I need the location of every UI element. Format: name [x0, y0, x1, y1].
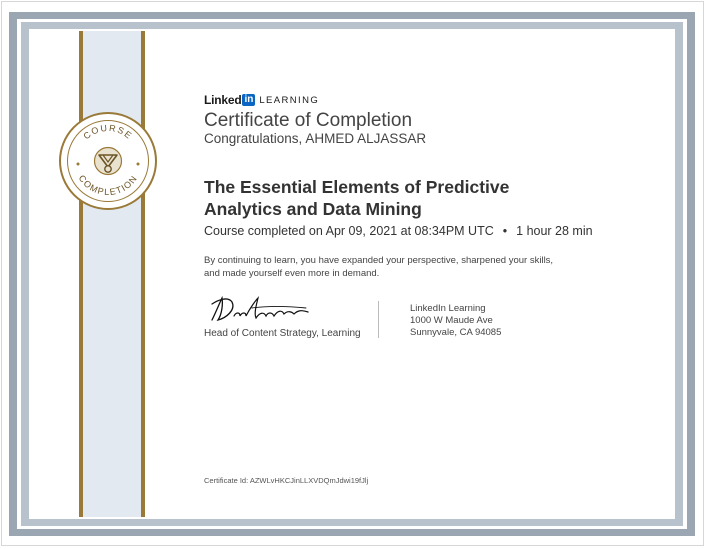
svg-text:COMPLETION: [77, 173, 140, 197]
logo-in-box: in: [244, 94, 254, 105]
issuer-address: [410, 303, 501, 339]
signature-divider: [378, 301, 379, 338]
address-line-2: 1000 W Maude Ave: [410, 315, 493, 326]
badge-dot-right: [137, 163, 140, 166]
medal-icon: [95, 148, 122, 175]
badge-dot-left: [77, 163, 80, 166]
address-line-3: Sunnyvale, CA 94085: [410, 327, 502, 338]
address-line-1: LinkedIn Learning: [410, 303, 486, 314]
course-completion-badge: [59, 112, 157, 210]
congratulations-text: Congratulations, AHMED ALJASSAR: [204, 131, 427, 146]
badge-svg: [61, 114, 155, 208]
logo-linked: Linked: [204, 93, 242, 107]
certificate-id: Certificate Id: AZWLvHKCJinLLXVDQmJdwi19fJlj: [204, 476, 369, 485]
ribbon-right-stripe: [141, 31, 145, 517]
completion-line: [204, 224, 593, 238]
completion-date: Course completed on Apr 09, 2021 at 08:34PM UTC: [204, 224, 494, 238]
separator-dot: •: [502, 224, 508, 238]
badge-bottom-text: COMPLETION: [76, 173, 140, 198]
signature-image: [206, 294, 316, 326]
svg-text:COURSE: [82, 123, 135, 142]
badge-top-text: COURSE: [81, 122, 135, 142]
ribbon-left-stripe: [79, 31, 83, 517]
linkedin-learning-logo: [204, 93, 319, 107]
certificate-title: Certificate of Completion: [204, 110, 413, 131]
logo-learning: LEARNING: [259, 94, 320, 106]
signer-title: Head of Content Strategy, Learning: [204, 328, 361, 339]
ribbon: [76, 31, 145, 517]
certificate-body: By continuing to learn, you have expanded your perspective, sharpened your skills, and made yourself even more in demand.: [204, 255, 554, 279]
course-title: The Essential Elements of Predictive Analytics and Data Mining: [204, 177, 510, 219]
course-duration: 1 hour 28 min: [516, 224, 593, 238]
